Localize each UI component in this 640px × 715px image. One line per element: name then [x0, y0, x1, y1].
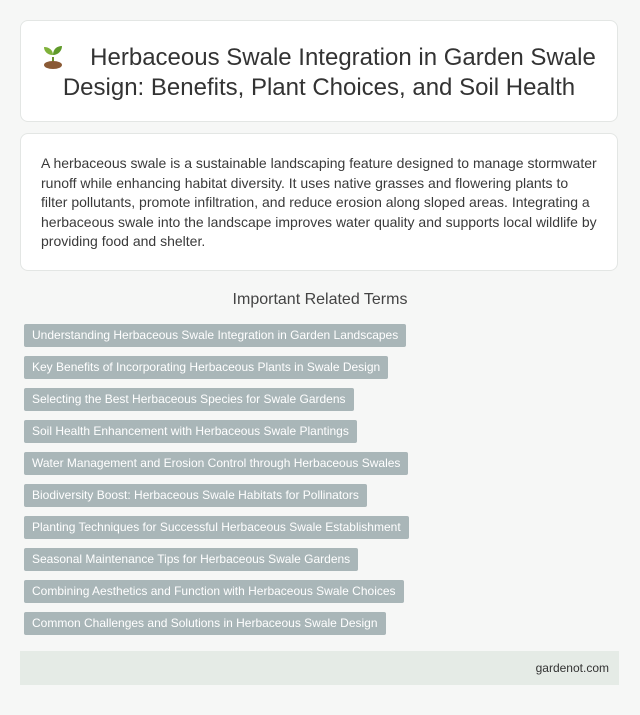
related-term-tag[interactable]: Common Challenges and Solutions in Herbaceous Swale Design	[24, 612, 386, 635]
related-term-tag[interactable]: Key Benefits of Incorporating Herbaceous Plants in Swale Design	[24, 356, 388, 379]
related-terms-list	[24, 324, 409, 644]
related-term-tag[interactable]: Water Management and Erosion Control through Herbaceous Swales	[24, 452, 408, 475]
page-title	[21, 21, 617, 103]
related-terms-heading: Important Related Terms	[232, 291, 408, 308]
related-term-tag[interactable]: Seasonal Maintenance Tips for Herbaceous Swale Gardens	[24, 548, 358, 571]
sprout-icon	[42, 43, 64, 69]
footer	[20, 651, 619, 685]
related-term-tag[interactable]: Selecting the Best Herbaceous Species for Swale Gardens	[24, 388, 354, 411]
footer-site-link[interactable]: gardenot.com	[535, 661, 609, 675]
description-text: A herbaceous swale is a sustainable landscaping feature designed to manage stormwater runoff while enhancing habitat diversity. It uses native grasses and flowering plants to filter pollutants, promote infiltration, and reduce erosion along sloped areas. Integrating a herbaceous swale into the landscape improves water quality and supports local wildlife by providing food and shelter.	[41, 155, 597, 249]
title-card	[20, 20, 618, 122]
description-card	[20, 133, 618, 271]
related-term-tag[interactable]: Soil Health Enhancement with Herbaceous Swale Plantings	[24, 420, 357, 443]
related-term-tag[interactable]: Planting Techniques for Successful Herbaceous Swale Establishment	[24, 516, 409, 539]
page-title-text: Herbaceous Swale Integration in Garden Swale Design: Benefits, Plant Choices, and Soil Health	[62, 44, 596, 101]
related-term-tag[interactable]: Biodiversity Boost: Herbaceous Swale Habitats for Pollinators	[24, 484, 367, 507]
related-term-tag[interactable]: Understanding Herbaceous Swale Integration in Garden Landscapes	[24, 324, 406, 347]
related-term-tag[interactable]: Combining Aesthetics and Function with Herbaceous Swale Choices	[24, 580, 404, 603]
